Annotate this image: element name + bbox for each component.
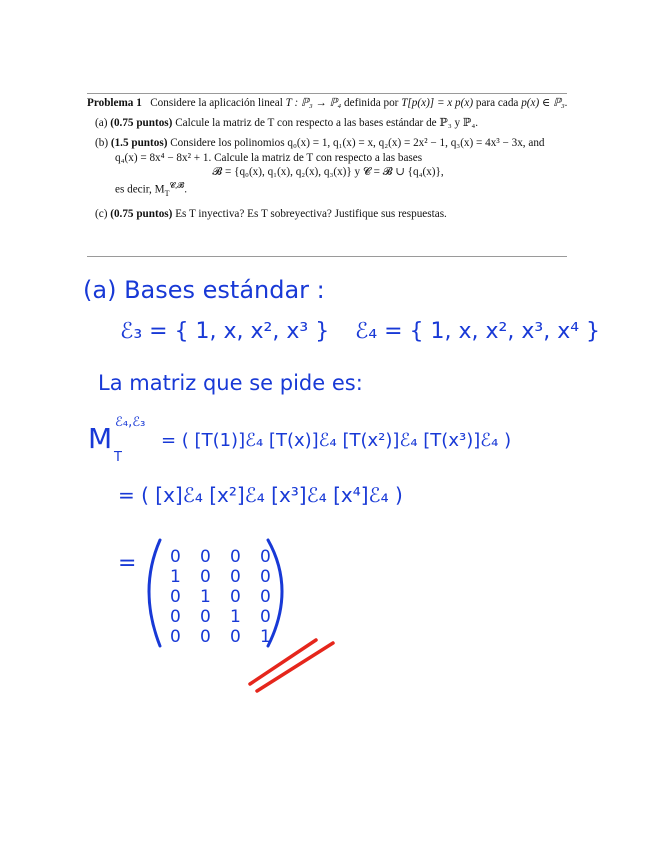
matrix-cell: 0 (170, 627, 181, 647)
hand-matrix-intro: La matriz que se pide es: (98, 371, 363, 395)
top-rule (87, 93, 567, 94)
hand-equals: = (118, 551, 137, 576)
matrix-cell: 0 (230, 547, 241, 567)
matrix-cell: 0 (230, 587, 241, 607)
hand-matrix (170, 547, 271, 647)
red-double-slash-mark (250, 640, 333, 691)
matrix-cell: 0 (170, 607, 181, 627)
hand-line-2: = ( [x]ℰ₄ [x²]ℰ₄ [x³]ℰ₄ [x⁴]ℰ₄ ) (118, 483, 403, 507)
matrix-cell: 0 (200, 607, 211, 627)
matrix-cell: 0 (260, 567, 271, 587)
matrix-cell: 0 (200, 627, 211, 647)
es-decir: es decir, $M_T^{𝓒,𝓑}$. (115, 181, 187, 198)
hand-m-superscript: ℰ₄,ℰ₃ (115, 415, 146, 430)
problem-intro: Problema 1 Considere la aplicación lineal T : ℙ₃ → ℙ₄ definida por T[p(x)] = x p(x) para cada p(x) ∈ ℙ₃. (87, 97, 568, 109)
matrix-cell: 0 (170, 587, 181, 607)
hand-basis-e4: ℰ₄ = { 1, x, x², x³, x⁴ } (355, 319, 601, 344)
matrix-cell: 0 (200, 567, 211, 587)
matrix-cell: 1 (230, 607, 241, 627)
part-a: (a) (0.75 puntos) Calcule la matriz de T con respecto a las bases estándar de ℙ₃ y ℙ₄. (95, 117, 479, 130)
problem-title: Problema 1 (87, 97, 142, 109)
matrix-cell: 0 (260, 547, 271, 567)
part-c: (c) (0.75 puntos) Es T inyectiva? Es T sobreyectiva? Justifique sus respuestas. (95, 208, 447, 221)
matrix-cell: 0 (260, 587, 271, 607)
hand-line-1: = ( [T(1)]ℰ₄ [T(x)]ℰ₄ [T(x²)]ℰ₄ [T(x³)]ℰ₄ ) (161, 430, 512, 451)
matrix-left-paren (149, 540, 160, 646)
matrix-cell: 1 (200, 587, 211, 607)
matrix-cell: 0 (260, 607, 271, 627)
matrix-cell: 1 (170, 567, 181, 587)
hand-m-symbol: M (88, 422, 113, 455)
hand-m-subscript: T (114, 450, 122, 465)
part-b: (b) (1.5 puntos) Considere los polinomios q₀(x) = 1, q₁(x) = x, q₂(x) = 2x² − 1, q₃(x) = 4x³ − 3x, and q₄(x) = 8x⁴ − 8x² + 1. Calcule la matriz de T con respecto a las bases (95, 137, 545, 164)
hand-heading: (a) Bases estándar : (83, 276, 325, 304)
matrix-cell: 0 (200, 547, 211, 567)
matrix-cell: 0 (170, 547, 181, 567)
handwritten-solution (0, 255, 655, 715)
matrix-cell: 0 (230, 627, 241, 647)
matrix-cell: 0 (230, 567, 241, 587)
bases-display: 𝓑 = {q₀(x), q₁(x), q₂(x), q₃(x)} y 𝓒 = 𝓑 ∪ {q₄(x)}, (212, 165, 444, 178)
problem-statement (87, 96, 569, 221)
matrix-cell: 1 (260, 627, 271, 647)
hand-basis-e3: ℰ₃ = { 1, x, x², x³ } (120, 319, 330, 344)
